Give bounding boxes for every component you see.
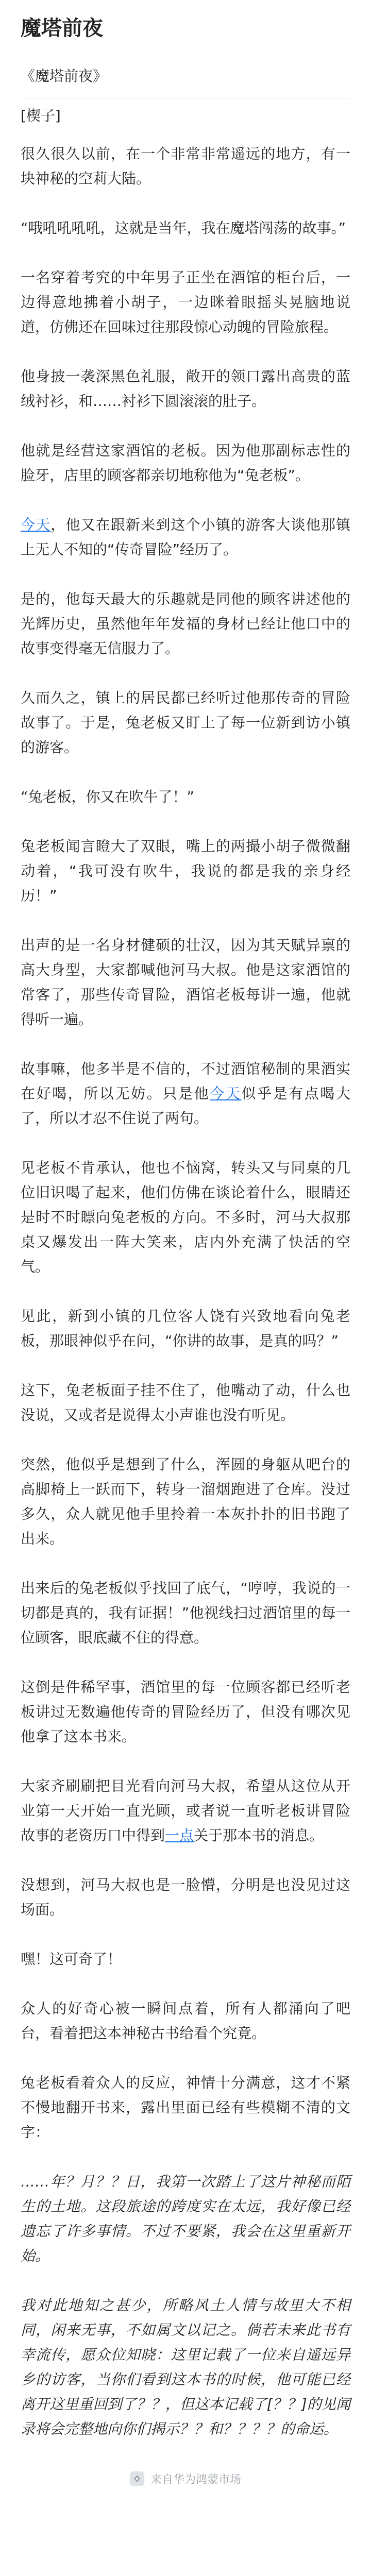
paragraph: 很久很久以前，在一个非常非常遥远的地方，有一块神秘的空莉大陆。 — [21, 145, 350, 187]
paragraph: 嘿！这可奇了！ — [21, 1951, 122, 1968]
paragraph: 我对此地知之甚少，所略风土人情与故里大不相同，闲来无事，不如属文以记之。倘若未来此书有幸流传，愿众位知晓：这里记载了一位来自遥远异乡的访客，当你们看到这本书的时候，他可能已经离开这里重回到了？？，但这本记载了[？？]的见闻录将会完整地向你们揭示？？和？？？？的命运。 — [21, 2297, 350, 2437]
paragraph: 没想到，河马大叔也是一脸懵，分明是也没见过这场面。 — [21, 1876, 350, 1918]
paragraph: 这倒是件稀罕事，酒馆里的每一位顾客都已经听老板讲过无数遍他传奇的冒险经历了，但没有哪次见他拿了这本书来。 — [21, 1679, 350, 1745]
section-title: [楔子] — [21, 107, 61, 124]
paragraph-text: 故事嘛，他多半是不信的，不过酒馆秘制的果酒实在好喝，所以无妨。只是他 — [21, 1060, 350, 1102]
paragraph-text: 关于那本书的消息。 — [194, 1827, 324, 1844]
paragraph: 突然，他似乎是想到了什么，浑圆的身躯从吧台的高脚椅上一跃而下，转身一溜烟跑进了仓库。没过多久，众人就见他手里拎着一本灰扑扑的旧书跑了出来。 — [21, 1456, 350, 1547]
paragraph: 他就是经营这家酒馆的老板。因为他那副标志性的脸牙，店里的顾客都亲切地称他为“兔老板”。 — [21, 442, 350, 484]
inline-link[interactable]: 一点 — [165, 1827, 194, 1844]
paragraph: ……年？月？？日，我第一次踏上了这片神秘而陌生的土地。这段旅途的跨度实在太远，我好像已经遗忘了许多事情。不过不要紧，我会在这里重新开始。 — [21, 2173, 350, 2264]
paragraph: “兔老板，你又在吹牛了！” — [21, 788, 195, 805]
inline-link[interactable]: 今天 — [21, 516, 51, 533]
book-title: 《魔塔前夜》 — [21, 67, 108, 84]
page-title: 魔塔前夜 — [21, 16, 103, 40]
paragraph: 见此，新到小镇的几位客人饶有兴致地看向兔老板，那眼神似乎在问，“你讲的故事，是真的吗？” — [21, 1308, 350, 1349]
footer-text: 来自华为鸿蒙市场 — [150, 2473, 241, 2486]
paragraph: 见老板不肯承认，他也不恼窝，转头又与同桌的几位旧识喝了起来，他们仿佛在谈论着什么，眼睛还是时不时瞟向兔老板的方向。不多时，河马大叔那桌又爆发出一阵大笑来，店内外充满了快活的空气。 — [21, 1159, 350, 1275]
footer — [0, 2462, 371, 2495]
paragraph: 兔老板看着众人的反应，神情十分满意，这才不紧不慢地翻开书来，露出里面已经有些模糊不清的文字： — [21, 2074, 350, 2141]
paragraph: 久而久之，镇上的居民都已经听过他那传奇的冒险故事了。于是，兔老板又盯上了每一位新到访小镇的游客。 — [21, 689, 350, 756]
paragraph: 一名穿着考究的中年男子正坐在酒馆的柜台后，一边得意地拂着小胡子，一边眯着眼摇头晃脑地说道，仿佛还在回味过往那段惊心动魄的冒险旅程。 — [21, 269, 350, 335]
paragraph: 是的，他每天最大的乐趣就是同他的顾客讲述他的光辉历史，虽然他年年发福的身材已经让他口中的故事变得毫无信服力了。 — [21, 590, 350, 657]
paragraph — [21, 933, 350, 1032]
inline-link[interactable]: 今天 — [210, 1085, 242, 1102]
paragraph — [21, 1774, 350, 1848]
paragraph-text: 大家齐刷刷把目光看向河马大叔，希望从这位从开业第一天开始一直光顾，或者说一直听老板讲冒险故事的老资历口中得到 — [21, 1777, 350, 1844]
paragraph: 出来后的兔老板似乎找回了底气，“哼哼，我说的一切都是真的，我有证据！”他视线扫过酒馆里的每一位顾客，眼底藏不住的得意。 — [21, 1580, 350, 1646]
paragraph: 这下，兔老板面子挂不住了，他嘴动了动，什么也没说，又或者是说得太小声谁也没有听见。 — [21, 1382, 350, 1423]
paragraph — [21, 1057, 350, 1131]
article-body — [21, 142, 350, 2442]
paragraph: 兔老板闻言瞪大了双眼，嘴上的两撮小胡子微微翻动着，“我可没有吹牛，我说的都是我的亲身经历！” — [21, 838, 350, 904]
paragraph: 他身披一袭深黑色礼服，敞开的领口露出高贵的蓝绒衬衫，和……衬衫下圆滚滚的肚子。 — [21, 368, 350, 410]
paragraph-text: ，他又在跟新来到这个小镇的游客大谈他那镇上无人不知的“传奇冒险”经历了。 — [21, 516, 350, 558]
paragraph — [21, 513, 350, 562]
paragraph-text: 出声的是一名身材健硕的壮汉，因为其天赋异禀的高大身型，大家都喊他河马大叔。他是这家酒馆的常客了，那些传奇冒险，酒馆老板每讲一遍，他就得听一遍。 — [21, 937, 350, 1028]
paragraph-text: 似乎是有点喝大了，所以才忍不住说了两句。 — [21, 1085, 350, 1127]
paragraph: 众人的好奇心被一瞬间点着，所有人都涌向了吧台，看着把这本神秘古书给看个究竟。 — [21, 2000, 350, 2042]
app-logo-icon — [130, 2471, 144, 2486]
paragraph: “哦吼吼吼吼，这就是当年，我在魔塔闯荡的故事。” — [21, 219, 346, 236]
